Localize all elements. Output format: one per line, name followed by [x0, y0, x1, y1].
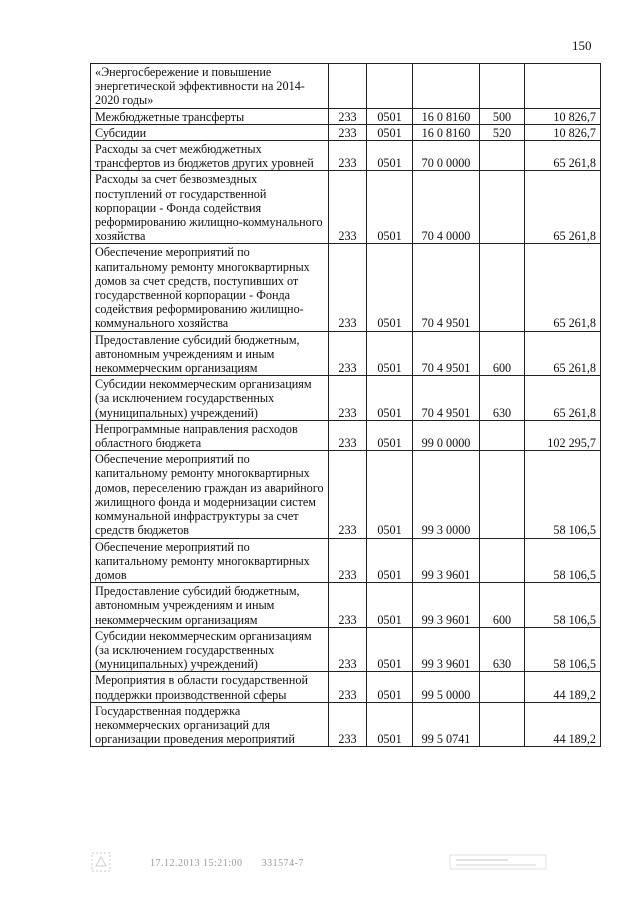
row-article-code: 99 0 0000: [413, 420, 480, 450]
row-name: Субсидии некоммерческим организациям (за исключением государственных (муниципальных) учреждений): [91, 627, 329, 672]
row-article-code: 99 5 0000: [413, 672, 480, 702]
row-amount: 65 261,8: [525, 171, 601, 244]
row-ministry-code: 233: [329, 108, 367, 124]
row-name: Субсидии некоммерческим организациям (за исключением государственных (муниципальных) учреждений): [91, 376, 329, 421]
row-article-code: 70 4 0000: [413, 171, 480, 244]
table-row: [91, 124, 601, 140]
row-article-code: 99 5 0741: [413, 702, 480, 747]
table-row: [91, 583, 601, 628]
row-ministry-code: [329, 64, 367, 109]
row-expense-type-code: [480, 420, 525, 450]
row-expense-type-code: [480, 538, 525, 583]
row-section-code: 0501: [367, 141, 413, 171]
row-amount: 58 106,5: [525, 538, 601, 583]
row-ministry-code: 233: [329, 331, 367, 376]
row-amount: 44 189,2: [525, 702, 601, 747]
row-name: Расходы за счет безвозмездных поступлений от государственной корпорации - Фонда содействия реформированию жилищно-коммунального хозяйства: [91, 171, 329, 244]
row-article-code: 70 4 9501: [413, 376, 480, 421]
row-expense-type-code: 630: [480, 627, 525, 672]
table-row: [91, 672, 601, 702]
row-section-code: 0501: [367, 583, 413, 628]
page-number: 150: [572, 38, 592, 53]
row-article-code: 99 3 0000: [413, 451, 480, 538]
row-ministry-code: 233: [329, 376, 367, 421]
footer-timestamp: 17.12.2013 15:21:00: [150, 858, 243, 869]
row-expense-type-code: 500: [480, 108, 525, 124]
row-amount: 44 189,2: [525, 672, 601, 702]
row-article-code: [413, 64, 480, 109]
row-ministry-code: 233: [329, 583, 367, 628]
row-name: Расходы за счет межбюджетных трансфертов из бюджетов других уровней: [91, 141, 329, 171]
row-ministry-code: 233: [329, 672, 367, 702]
row-section-code: [367, 64, 413, 109]
row-section-code: 0501: [367, 108, 413, 124]
row-section-code: 0501: [367, 420, 413, 450]
row-section-code: 0501: [367, 627, 413, 672]
row-expense-type-code: [480, 702, 525, 747]
row-name: Непрограммные направления расходов областного бюджета: [91, 420, 329, 450]
row-expense-type-code: [480, 244, 525, 331]
row-expense-type-code: 600: [480, 331, 525, 376]
row-section-code: 0501: [367, 672, 413, 702]
row-section-code: 0501: [367, 538, 413, 583]
row-name: Обеспечение мероприятий по капитальному ремонту многоквартирных домов, переселению граждан из аварийного жилищного фонда и модернизации систем коммунальной инфраструктуры за счет средств бюджетов: [91, 451, 329, 538]
table-row: [91, 108, 601, 124]
row-name: Обеспечение мероприятий по капитальному ремонту многоквартирных домов: [91, 538, 329, 583]
row-name: Мероприятия в области государственной поддержки производственной сферы: [91, 672, 329, 702]
document-footer: [150, 858, 304, 869]
row-amount: 10 826,7: [525, 124, 601, 140]
row-ministry-code: 233: [329, 141, 367, 171]
row-amount: 65 261,8: [525, 141, 601, 171]
row-amount: 65 261,8: [525, 376, 601, 421]
row-expense-type-code: [480, 451, 525, 538]
row-section-code: 0501: [367, 331, 413, 376]
row-expense-type-code: 520: [480, 124, 525, 140]
row-expense-type-code: [480, 672, 525, 702]
budget-table: [90, 63, 601, 747]
row-ministry-code: 233: [329, 627, 367, 672]
row-section-code: 0501: [367, 451, 413, 538]
table-row: [91, 376, 601, 421]
row-ministry-code: 233: [329, 124, 367, 140]
registration-stamp-icon: [448, 852, 548, 872]
row-expense-type-code: [480, 141, 525, 171]
row-ministry-code: 233: [329, 538, 367, 583]
row-name: Обеспечение мероприятий по капитальному ремонту многоквартирных домов за счет средств, поступивших от государственной корпорации - Фонда содействия реформированию жилищно-коммунального хозяйства: [91, 244, 329, 331]
row-article-code: 70 4 9501: [413, 244, 480, 331]
row-name: Предоставление субсидий бюджетным, автономным учреждениям и иным некоммерческим организациям: [91, 331, 329, 376]
row-section-code: 0501: [367, 702, 413, 747]
row-expense-type-code: 600: [480, 583, 525, 628]
row-amount: 65 261,8: [525, 331, 601, 376]
table-row: [91, 64, 601, 109]
row-ministry-code: 233: [329, 451, 367, 538]
row-amount: [525, 64, 601, 109]
row-article-code: 16 0 8160: [413, 124, 480, 140]
row-ministry-code: 233: [329, 244, 367, 331]
row-section-code: 0501: [367, 244, 413, 331]
row-expense-type-code: [480, 171, 525, 244]
table-row: [91, 538, 601, 583]
row-article-code: 99 3 9601: [413, 538, 480, 583]
row-name: Предоставление субсидий бюджетным, автономным учреждениям и иным некоммерческим организациям: [91, 583, 329, 628]
row-article-code: 70 0 0000: [413, 141, 480, 171]
row-article-code: 99 3 9601: [413, 627, 480, 672]
row-name: Субсидии: [91, 124, 329, 140]
row-amount: 58 106,5: [525, 583, 601, 628]
row-section-code: 0501: [367, 124, 413, 140]
row-amount: 58 106,5: [525, 627, 601, 672]
document-mark-icon: [90, 851, 112, 873]
table-row: [91, 141, 601, 171]
table-row: [91, 331, 601, 376]
row-name: Государственная поддержка некоммерческих организаций для организации проведения мероприятий: [91, 702, 329, 747]
row-expense-type-code: [480, 64, 525, 109]
row-amount: 65 261,8: [525, 244, 601, 331]
table-row: [91, 627, 601, 672]
row-ministry-code: 233: [329, 702, 367, 747]
row-ministry-code: 233: [329, 171, 367, 244]
table-row: [91, 420, 601, 450]
budget-table-body: [91, 64, 601, 747]
table-row: [91, 171, 601, 244]
table-row: [91, 451, 601, 538]
row-ministry-code: 233: [329, 420, 367, 450]
footer-doc-id: 331574-7: [261, 858, 304, 869]
row-name: Межбюджетные трансферты: [91, 108, 329, 124]
row-amount: 10 826,7: [525, 108, 601, 124]
row-article-code: 70 4 9501: [413, 331, 480, 376]
table-row: [91, 702, 601, 747]
row-section-code: 0501: [367, 171, 413, 244]
row-article-code: 16 0 8160: [413, 108, 480, 124]
table-row: [91, 244, 601, 331]
row-expense-type-code: 630: [480, 376, 525, 421]
row-name: «Энергосбережение и повышение энергетической эффективности на 2014-2020 годы»: [91, 64, 329, 109]
row-amount: 102 295,7: [525, 420, 601, 450]
row-article-code: 99 3 9601: [413, 583, 480, 628]
row-section-code: 0501: [367, 376, 413, 421]
row-amount: 58 106,5: [525, 451, 601, 538]
